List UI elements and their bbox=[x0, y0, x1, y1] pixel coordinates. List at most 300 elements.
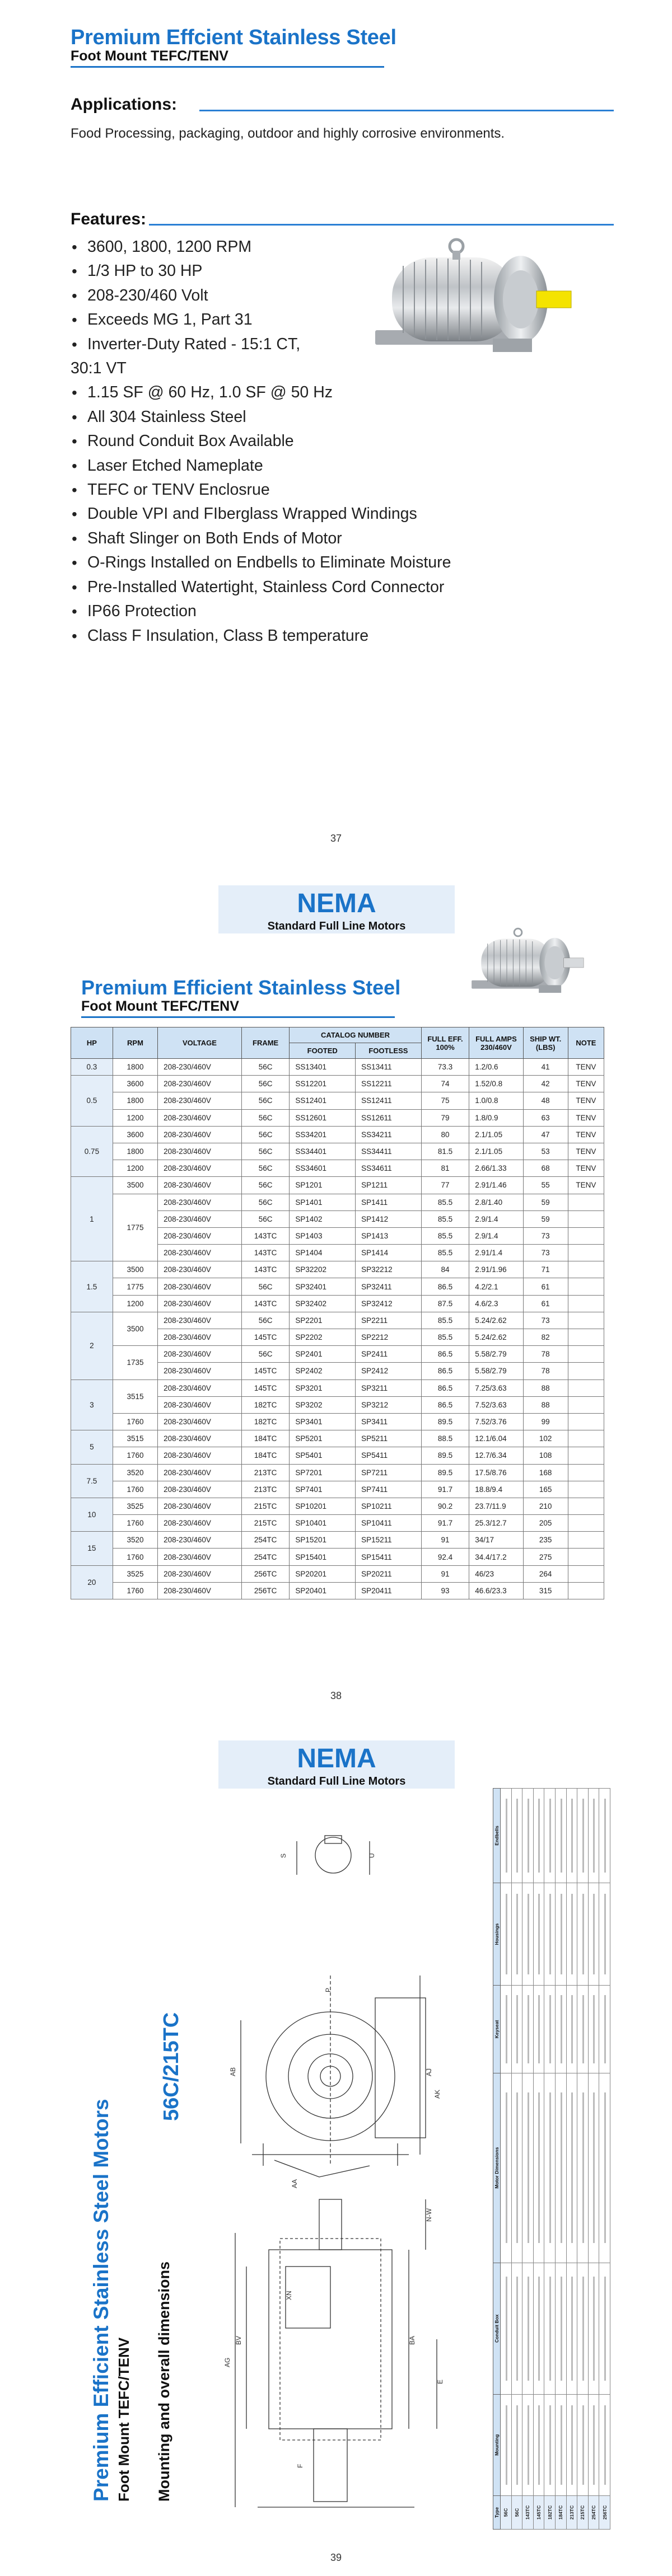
table-cell: 4.2/2.1 bbox=[469, 1278, 523, 1295]
table-row bbox=[555, 1789, 566, 2530]
dim-cell bbox=[533, 2263, 544, 2394]
table-cell: 74 bbox=[421, 1076, 469, 1092]
col-frame: FRAME bbox=[241, 1027, 290, 1059]
table-cell: 1.2/0.6 bbox=[469, 1059, 523, 1076]
svg-text:AA: AA bbox=[291, 2179, 298, 2188]
table-cell: 256TC bbox=[241, 1565, 290, 1582]
table-cell: SP32412 bbox=[356, 1295, 422, 1312]
feature-item: • Shaft Slinger on Both Ends of Motor bbox=[71, 527, 575, 551]
table-cell: SP1211 bbox=[356, 1177, 422, 1194]
table-cell: 91.7 bbox=[421, 1515, 469, 1532]
dim-cell bbox=[577, 1883, 589, 1985]
table-cell: 208-230/460V bbox=[158, 1346, 242, 1363]
table-cell: 205 bbox=[523, 1515, 568, 1532]
nema-title: NEMA bbox=[297, 889, 376, 918]
dim-cell bbox=[577, 2394, 589, 2495]
table-cell: 85.5 bbox=[421, 1227, 469, 1244]
table-cell: 208-230/460V bbox=[158, 1532, 242, 1549]
table-cell: SS34211 bbox=[356, 1126, 422, 1143]
table-cell: SS12601 bbox=[290, 1109, 356, 1126]
dim-cell bbox=[588, 1789, 599, 1883]
table-cell: TENV bbox=[568, 1143, 604, 1160]
table-cell: SP2201 bbox=[290, 1312, 356, 1329]
table-cell: 92.4 bbox=[421, 1549, 469, 1565]
dim-cell bbox=[501, 2394, 512, 2495]
table-cell: 3500 bbox=[113, 1177, 157, 1194]
table-cell: 17.5/8.76 bbox=[469, 1464, 523, 1481]
hp-cell: 0.5 bbox=[71, 1076, 113, 1127]
table-cell: 182TC bbox=[241, 1396, 290, 1413]
table-cell: 208-230/460V bbox=[158, 1396, 242, 1413]
table-cell: 3520 bbox=[113, 1532, 157, 1549]
dim-cell bbox=[588, 1986, 599, 2073]
table-cell: 86.5 bbox=[421, 1380, 469, 1396]
table-cell: SP10201 bbox=[290, 1498, 356, 1514]
table-cell: TENV bbox=[568, 1160, 604, 1177]
table-cell: 91.7 bbox=[421, 1481, 469, 1498]
table-row bbox=[71, 1076, 604, 1092]
dim-cell bbox=[501, 1986, 512, 2073]
dim-cell bbox=[555, 1789, 566, 1883]
svg-text:BA: BA bbox=[408, 2335, 416, 2345]
table-cell: 56C bbox=[241, 1278, 290, 1295]
table-cell: 5.58/2.79 bbox=[469, 1363, 523, 1380]
dim-cell bbox=[599, 1986, 610, 2073]
table-row bbox=[522, 1789, 534, 2530]
dim-cell bbox=[599, 1883, 610, 1985]
table-cell: 85.5 bbox=[421, 1194, 469, 1210]
dim-cell bbox=[501, 2263, 512, 2394]
table-cell: 208-230/460V bbox=[158, 1177, 242, 1194]
table-cell: 208-230/460V bbox=[158, 1261, 242, 1278]
table-cell: TENV bbox=[568, 1076, 604, 1092]
table-row bbox=[71, 1346, 604, 1363]
motor-photo bbox=[358, 224, 594, 369]
table-cell: SP1412 bbox=[356, 1210, 422, 1227]
table-cell: 208-230/460V bbox=[158, 1109, 242, 1126]
table-cell: 2.66/1.33 bbox=[469, 1160, 523, 1177]
table-cell: 208-230/460V bbox=[158, 1430, 242, 1447]
table-cell: SP32411 bbox=[356, 1278, 422, 1295]
table-cell: 53 bbox=[523, 1143, 568, 1160]
dim-cell bbox=[599, 2263, 610, 2394]
table-cell: 91 bbox=[421, 1565, 469, 1582]
table-cell: 208-230/460V bbox=[158, 1312, 242, 1329]
dim-cell bbox=[533, 2394, 544, 2495]
applications-heading: Applications: bbox=[71, 95, 178, 114]
table-cell: 3520 bbox=[113, 1464, 157, 1481]
table-cell: 1760 bbox=[113, 1481, 157, 1498]
dim-cell bbox=[501, 2073, 512, 2263]
dim-header: Conduit Box bbox=[493, 2263, 501, 2394]
table-cell: 47 bbox=[523, 1126, 568, 1143]
table-cell: 1200 bbox=[113, 1109, 157, 1126]
table-cell: 56C bbox=[241, 1109, 290, 1126]
table-cell bbox=[568, 1447, 604, 1464]
table-cell: 78 bbox=[523, 1363, 568, 1380]
table-cell: SP3211 bbox=[356, 1380, 422, 1396]
dim-cell bbox=[544, 1789, 556, 1883]
table-cell: 7.52/3.76 bbox=[469, 1413, 523, 1430]
hp-cell: 1 bbox=[71, 1177, 113, 1261]
table-cell bbox=[568, 1532, 604, 1549]
table-cell: 1200 bbox=[113, 1295, 157, 1312]
dim-cell bbox=[522, 2263, 534, 2394]
table-cell: SS34401 bbox=[290, 1143, 356, 1160]
feature-item: • 1.15 SF @ 60 Hz, 1.0 SF @ 50 Hz bbox=[71, 381, 575, 405]
table-cell: 2.91/1.4 bbox=[469, 1245, 523, 1261]
hp-cell: 15 bbox=[71, 1532, 113, 1565]
nema-subtitle: Standard Full Line Motors bbox=[267, 1775, 406, 1787]
table-cell: 275 bbox=[523, 1549, 568, 1565]
table-cell: 208-230/460V bbox=[158, 1076, 242, 1092]
table-cell: SP32402 bbox=[290, 1295, 356, 1312]
dim-cell bbox=[588, 2073, 599, 2263]
page38-subtitle: Foot Mount TEFC/TENV bbox=[81, 998, 239, 1014]
hp-cell: 10 bbox=[71, 1498, 113, 1531]
table-row bbox=[577, 1789, 589, 2530]
table-row bbox=[588, 1789, 599, 2530]
table-cell: 88 bbox=[523, 1396, 568, 1413]
table-cell: 93 bbox=[421, 1582, 469, 1599]
table-cell: 215TC bbox=[241, 1498, 290, 1514]
feature-item: • IP66 Protection bbox=[71, 599, 575, 623]
table-cell bbox=[568, 1194, 604, 1210]
col-voltage: VOLTAGE bbox=[158, 1027, 242, 1059]
table-cell: SP15401 bbox=[290, 1549, 356, 1565]
motor-photo bbox=[462, 912, 596, 1010]
table-cell: SP2411 bbox=[356, 1346, 422, 1363]
table-cell bbox=[568, 1210, 604, 1227]
dim-cell bbox=[599, 2394, 610, 2495]
table-cell: 56C bbox=[241, 1092, 290, 1109]
table-cell: 59 bbox=[523, 1210, 568, 1227]
dim-cell bbox=[566, 1883, 577, 1985]
title-underline bbox=[71, 66, 384, 68]
table-cell: 90.2 bbox=[421, 1498, 469, 1514]
table-cell: SS12411 bbox=[356, 1092, 422, 1109]
table-cell: TENV bbox=[568, 1126, 604, 1143]
table-cell bbox=[568, 1295, 604, 1312]
table-cell: 41 bbox=[523, 1059, 568, 1076]
table-cell: 12.1/6.04 bbox=[469, 1430, 523, 1447]
table-cell: SP1413 bbox=[356, 1227, 422, 1244]
svg-text:P: P bbox=[324, 1987, 332, 1992]
svg-text:E: E bbox=[436, 2379, 444, 2384]
table-cell: 56C bbox=[241, 1346, 290, 1363]
table-row bbox=[71, 1565, 604, 1582]
table-cell: 86.5 bbox=[421, 1396, 469, 1413]
dim-type-cell: 145TC bbox=[533, 2496, 544, 2530]
frame-label: 56C/215TC bbox=[160, 2012, 183, 2121]
table-cell: 254TC bbox=[241, 1549, 290, 1565]
table-cell: 208-230/460V bbox=[158, 1059, 242, 1076]
dim-cell bbox=[599, 2073, 610, 2263]
table-cell: SP7211 bbox=[356, 1464, 422, 1481]
table-cell: 87.5 bbox=[421, 1295, 469, 1312]
table-cell: 3525 bbox=[113, 1565, 157, 1582]
table-cell: 3500 bbox=[113, 1312, 157, 1345]
table-cell: SP15201 bbox=[290, 1532, 356, 1549]
table-cell bbox=[568, 1464, 604, 1481]
table-cell: 86.5 bbox=[421, 1363, 469, 1380]
table-cell: 2.8/1.40 bbox=[469, 1194, 523, 1210]
table-cell: 168 bbox=[523, 1464, 568, 1481]
table-cell: 3515 bbox=[113, 1380, 157, 1413]
table-cell bbox=[568, 1498, 604, 1514]
table-cell: SP2212 bbox=[356, 1329, 422, 1346]
dim-type-cell: 256TC bbox=[599, 2496, 610, 2530]
dim-cell bbox=[577, 2073, 589, 2263]
dim-type-cell: 56C bbox=[511, 2496, 522, 2530]
dim-cell bbox=[544, 1883, 556, 1985]
table-cell bbox=[568, 1312, 604, 1329]
table-cell: 56C bbox=[241, 1143, 290, 1160]
table-row bbox=[71, 1261, 604, 1278]
table-cell: SS34611 bbox=[356, 1160, 422, 1177]
table-cell: SP32401 bbox=[290, 1278, 356, 1295]
dim-cell bbox=[544, 2073, 556, 2263]
page-number: 37 bbox=[330, 833, 342, 844]
table-cell: 208-230/460V bbox=[158, 1126, 242, 1143]
table-cell: 46/23 bbox=[469, 1565, 523, 1582]
table-cell: SP20211 bbox=[356, 1565, 422, 1582]
table-cell: 56C bbox=[241, 1126, 290, 1143]
dim-cell bbox=[533, 1883, 544, 1985]
svg-text:AB: AB bbox=[229, 2067, 237, 2076]
table-cell: 77 bbox=[421, 1177, 469, 1194]
title-underline bbox=[81, 1016, 395, 1018]
dim-cell bbox=[577, 2263, 589, 2394]
table-cell: 1760 bbox=[113, 1515, 157, 1532]
table-cell: 182TC bbox=[241, 1413, 290, 1430]
col-weight: SHIP WT. (LBS) bbox=[523, 1027, 568, 1059]
table-cell: 143TC bbox=[241, 1295, 290, 1312]
table-cell: 88.5 bbox=[421, 1430, 469, 1447]
table-cell: 143TC bbox=[241, 1261, 290, 1278]
table-cell: SP3212 bbox=[356, 1396, 422, 1413]
table-row bbox=[71, 1413, 604, 1430]
table-cell: 208-230/460V bbox=[158, 1143, 242, 1160]
dim-cell bbox=[511, 2263, 522, 2394]
hp-cell: 20 bbox=[71, 1565, 113, 1599]
table-cell: SP5211 bbox=[356, 1430, 422, 1447]
col-footless: FOOTLESS bbox=[356, 1043, 422, 1059]
table-cell: 208-230/460V bbox=[158, 1447, 242, 1464]
table-row bbox=[71, 1447, 604, 1464]
table-cell: 89.5 bbox=[421, 1464, 469, 1481]
table-cell: SS12201 bbox=[290, 1076, 356, 1092]
vertical-caption: Mounting and overall dimensions bbox=[156, 2261, 172, 2502]
table-cell: SP5401 bbox=[290, 1447, 356, 1464]
table-cell bbox=[568, 1565, 604, 1582]
table-cell: 18.8/9.4 bbox=[469, 1481, 523, 1498]
table-row bbox=[71, 1549, 604, 1565]
table-cell: 208-230/460V bbox=[158, 1549, 242, 1565]
hp-cell: 3 bbox=[71, 1380, 113, 1430]
svg-text:F: F bbox=[296, 2464, 304, 2468]
table-cell: 5.24/2.62 bbox=[469, 1312, 523, 1329]
dim-header: Housings bbox=[493, 1883, 501, 1985]
feature-item: • Laser Etched Nameplate bbox=[71, 454, 575, 478]
page38-title: Premium Efficient Stainless Steel bbox=[81, 976, 401, 999]
table-cell: 86.5 bbox=[421, 1346, 469, 1363]
feature-item: • TEFC or TENV Enclosrue bbox=[71, 478, 575, 502]
dim-type-cell: 182TC bbox=[544, 2496, 556, 2530]
table-cell: 1760 bbox=[113, 1549, 157, 1565]
svg-text:N-W: N-W bbox=[425, 2208, 433, 2222]
table-cell bbox=[568, 1515, 604, 1532]
table-cell: 85.5 bbox=[421, 1329, 469, 1346]
table-cell bbox=[568, 1329, 604, 1346]
table-cell: SS13401 bbox=[290, 1059, 356, 1076]
dim-cell bbox=[522, 1789, 534, 1883]
table-cell: SS12611 bbox=[356, 1109, 422, 1126]
table-row bbox=[71, 1177, 604, 1194]
dim-type-cell: 56C bbox=[501, 2496, 512, 2530]
table-row bbox=[71, 1143, 604, 1160]
table-cell: 12.7/6.34 bbox=[469, 1447, 523, 1464]
table-cell bbox=[568, 1430, 604, 1447]
features-heading: Features: bbox=[71, 210, 147, 228]
svg-text:XN: XN bbox=[285, 2291, 293, 2300]
motor-spec-table bbox=[71, 1027, 604, 1599]
table-cell: SP3411 bbox=[356, 1413, 422, 1430]
table-cell: SP2412 bbox=[356, 1363, 422, 1380]
dim-cell bbox=[522, 1986, 534, 2073]
table-cell: SP1401 bbox=[290, 1194, 356, 1210]
table-cell: 55 bbox=[523, 1177, 568, 1194]
feature-item: • 208-230/460 Volt bbox=[71, 284, 575, 308]
dim-header: Motor Dimensions bbox=[493, 2073, 501, 2263]
table-cell: 2.1/1.05 bbox=[469, 1126, 523, 1143]
table-cell: 73 bbox=[523, 1312, 568, 1329]
table-cell: 42 bbox=[523, 1076, 568, 1092]
table-cell: SP7401 bbox=[290, 1481, 356, 1498]
svg-text:U: U bbox=[368, 1853, 376, 1858]
table-cell: 254TC bbox=[241, 1532, 290, 1549]
dim-header: Type bbox=[493, 2496, 501, 2530]
page-number: 38 bbox=[330, 1690, 342, 1701]
table-cell: 63 bbox=[523, 1109, 568, 1126]
table-cell: 184TC bbox=[241, 1447, 290, 1464]
table-cell: 1760 bbox=[113, 1413, 157, 1430]
table-cell: 208-230/460V bbox=[158, 1413, 242, 1430]
dimensions-table bbox=[493, 1788, 610, 2530]
col-footed: FOOTED bbox=[290, 1043, 356, 1059]
table-cell: 1200 bbox=[113, 1160, 157, 1177]
table-row bbox=[71, 1481, 604, 1498]
table-cell bbox=[568, 1396, 604, 1413]
svg-text:AG: AG bbox=[223, 2357, 231, 2367]
table-cell: 75 bbox=[421, 1092, 469, 1109]
table-cell: SP7201 bbox=[290, 1464, 356, 1481]
table-cell: SP1404 bbox=[290, 1245, 356, 1261]
table-cell: 34/17 bbox=[469, 1532, 523, 1549]
hp-cell: 2 bbox=[71, 1312, 113, 1380]
table-cell: 208-230/460V bbox=[158, 1210, 242, 1227]
vertical-title: Premium Efficient Stainless Steel Motors bbox=[90, 2099, 113, 2502]
table-cell: 73.3 bbox=[421, 1059, 469, 1076]
nema-title: NEMA bbox=[297, 1744, 376, 1773]
col-hp: HP bbox=[71, 1027, 113, 1059]
dim-cell bbox=[555, 2394, 566, 2495]
nema-banner bbox=[218, 1740, 455, 1789]
feature-item: • Double VPI and FIberglass Wrapped Windings bbox=[71, 502, 575, 526]
table-cell: 208-230/460V bbox=[158, 1582, 242, 1599]
dim-cell bbox=[555, 1986, 566, 2073]
dim-cell bbox=[599, 1789, 610, 1883]
table-row bbox=[71, 1498, 604, 1514]
table-cell: 5.24/2.62 bbox=[469, 1329, 523, 1346]
table-cell: 2.9/1.4 bbox=[469, 1227, 523, 1244]
table-cell: SP2202 bbox=[290, 1329, 356, 1346]
table-cell: 208-230/460V bbox=[158, 1464, 242, 1481]
table-cell: 86.5 bbox=[421, 1278, 469, 1295]
table-cell: 56C bbox=[241, 1160, 290, 1177]
dim-cell bbox=[555, 1883, 566, 1985]
table-cell: SP2401 bbox=[290, 1346, 356, 1363]
table-cell: 5.58/2.79 bbox=[469, 1346, 523, 1363]
table-cell: 1775 bbox=[113, 1278, 157, 1295]
col-catalog: CATALOG NUMBER bbox=[290, 1027, 421, 1043]
table-cell bbox=[568, 1278, 604, 1295]
table-cell: 3500 bbox=[113, 1261, 157, 1278]
table-cell bbox=[568, 1413, 604, 1430]
table-cell: 184TC bbox=[241, 1430, 290, 1447]
table-row bbox=[71, 1380, 604, 1396]
table-cell: 1775 bbox=[113, 1194, 157, 1261]
table-cell: SP5201 bbox=[290, 1430, 356, 1447]
table-cell: 56C bbox=[241, 1177, 290, 1194]
feature-item: • Exceeds MG 1, Part 31 bbox=[71, 308, 575, 332]
table-cell: 71 bbox=[523, 1261, 568, 1278]
table-cell: 210 bbox=[523, 1498, 568, 1514]
table-row bbox=[533, 1789, 544, 2530]
table-cell: 4.6/2.3 bbox=[469, 1295, 523, 1312]
dim-cell bbox=[566, 2073, 577, 2263]
table-cell: 7.25/3.63 bbox=[469, 1380, 523, 1396]
dim-cell bbox=[566, 1986, 577, 2073]
feature-item: • Inverter-Duty Rated - 15:1 CT, bbox=[71, 332, 575, 356]
dim-cell bbox=[566, 1789, 577, 1883]
table-cell: 91 bbox=[421, 1532, 469, 1549]
table-cell: 208-230/460V bbox=[158, 1329, 242, 1346]
dim-type-cell: 215TC bbox=[577, 2496, 589, 2530]
table-cell: 208-230/460V bbox=[158, 1565, 242, 1582]
dim-cell bbox=[544, 2263, 556, 2394]
table-cell: 208-230/460V bbox=[158, 1295, 242, 1312]
applications-text: Food Processing, packaging, outdoor and highly corrosive environments. bbox=[71, 126, 505, 141]
table-cell: 59 bbox=[523, 1194, 568, 1210]
nema-banner bbox=[218, 885, 455, 933]
dimension-drawing bbox=[185, 1808, 487, 2535]
table-cell: 85.5 bbox=[421, 1210, 469, 1227]
vertical-subtitle: Foot Mount TEFC/TENV bbox=[115, 2337, 132, 2502]
table-cell: 99 bbox=[523, 1413, 568, 1430]
table-cell: SP1414 bbox=[356, 1245, 422, 1261]
svg-text:AJ: AJ bbox=[425, 2068, 433, 2076]
hp-cell: 7.5 bbox=[71, 1464, 113, 1498]
svg-text:AK: AK bbox=[433, 2089, 441, 2099]
table-row bbox=[544, 1789, 556, 2530]
table-cell: SP3201 bbox=[290, 1380, 356, 1396]
dim-cell bbox=[555, 2263, 566, 2394]
table-cell: 3600 bbox=[113, 1076, 157, 1092]
dim-header: Keyseat bbox=[493, 1986, 501, 2073]
table-cell: 208-230/460V bbox=[158, 1380, 242, 1396]
col-amps: FULL AMPS 230/460V bbox=[469, 1027, 523, 1059]
